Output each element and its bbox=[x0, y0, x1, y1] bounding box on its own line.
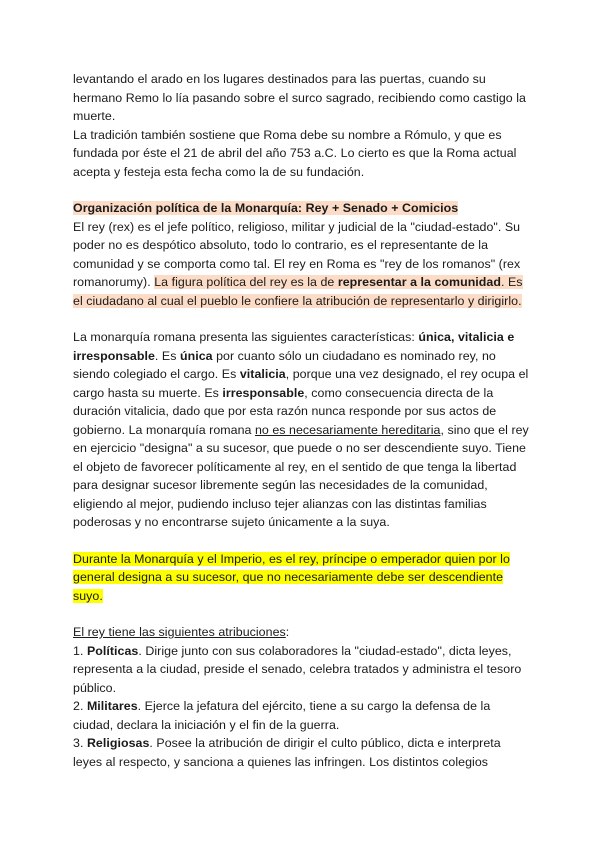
rey-text: El rey (rex) es el jefe político, religioso, militar y judicial de la "ciudad-estado". Su poder no es despótico absoluto, todo lo contrario, es el representante de la comunidad y se comporta como tal. El rey en Roma es "rey de los romanos" (rex romanorumy). bbox=[73, 219, 521, 289]
item-title: Políticas bbox=[86, 643, 139, 658]
caracteristicas-bold: única, vitalicia e irresponsable bbox=[73, 330, 515, 363]
section-heading-text: Organización política de la Monarquía: Rey + Senado + Comicios bbox=[73, 201, 459, 215]
list-item: 3. Religiosas. Posee la atribución de dirigir el culto público, dicta e interpreta leyes al respecto, y sanciona a quienes las infringen. Los distintos colegios bbox=[73, 736, 501, 769]
list-item: 2. Militares. Ejerce la jefatura del ejército, tiene a su cargo la defensa de la ciudad, declara la iniciación y el fin de la guerra. bbox=[73, 699, 491, 732]
item-title: Militares bbox=[86, 699, 138, 713]
document-body bbox=[73, 70, 533, 771]
rey-highlight-1: La figura política del rey es la de bbox=[154, 275, 338, 289]
list-intro: El rey tiene las siguientes atribuciones: bbox=[73, 625, 290, 639]
item-title: Religiosas bbox=[86, 736, 150, 750]
section-heading bbox=[73, 199, 533, 218]
paragraph-sucesor bbox=[73, 550, 533, 606]
paragraph-remo: levantando el arado en los lugares destinados para las puertas, cuando su hermano Remo lo lía pasando sobre el surco sagrado, recibiendo como castigo la muerte. bbox=[73, 72, 526, 123]
paragraph-caracteristicas: La monarquía romana presenta las siguientes características: única, vitalicia e irresponsable. Es única por cuanto sólo un ciudadano es nominado rey, no siendo colegiado el cargo. Es vitalicia, porque una vez designado, el rey ocupa el cargo hasta su muerte. Es irresponsable, como consecuencia directa de la duración vitalicia, dado que por esta razón nunca responde por sus actos de gobierno. La monarquía romana no es necesariamente hereditaria, sino que el rey en ejercicio "designa" a su sucesor, que puede o no ser descendiente suyo. Tiene el objeto de favorecer políticamente al rey, en el sentido de que tenga la libertad para designar sucesor libremente según las necesidades de la comunidad, eligiendo al mejor, pudiendo incluso tejer alianzas con las distintas familias poderosas y no encontrarse sujeto únicamente a la suya. bbox=[73, 330, 529, 529]
hereditaria-underline: no es necesariamente hereditaria bbox=[254, 422, 441, 437]
sucesor-highlight: Durante la Monarquía y el Imperio, es el rey, príncipe o emperador quien por lo general designa a su sucesor, que no necesariamente debe ser descendiente suyo. bbox=[73, 551, 510, 603]
paragraph-fundacion: La tradición también sostiene que Roma debe su nombre a Rómulo, y que es fundada por éste el 21 de abril del año 753 a.C. Lo cierto es que la Roma actual acepta y festeja esta fecha como la de su fundación. bbox=[73, 127, 517, 179]
rey-highlight-bold: representar a la comunidad bbox=[337, 275, 501, 289]
list-item: 1. Políticas. Dirige junto con sus colaboradores la "ciudad-estado", dicta leyes, representa a la ciudad, preside el senado, celebra tratados y administra el tesoro público. bbox=[73, 643, 522, 695]
paragraph-rey bbox=[73, 218, 533, 311]
rey-highlight-2: . Es el ciudadano al cual el pueblo le confiere la atribución de representarlo y dirigirlo. bbox=[73, 275, 523, 308]
